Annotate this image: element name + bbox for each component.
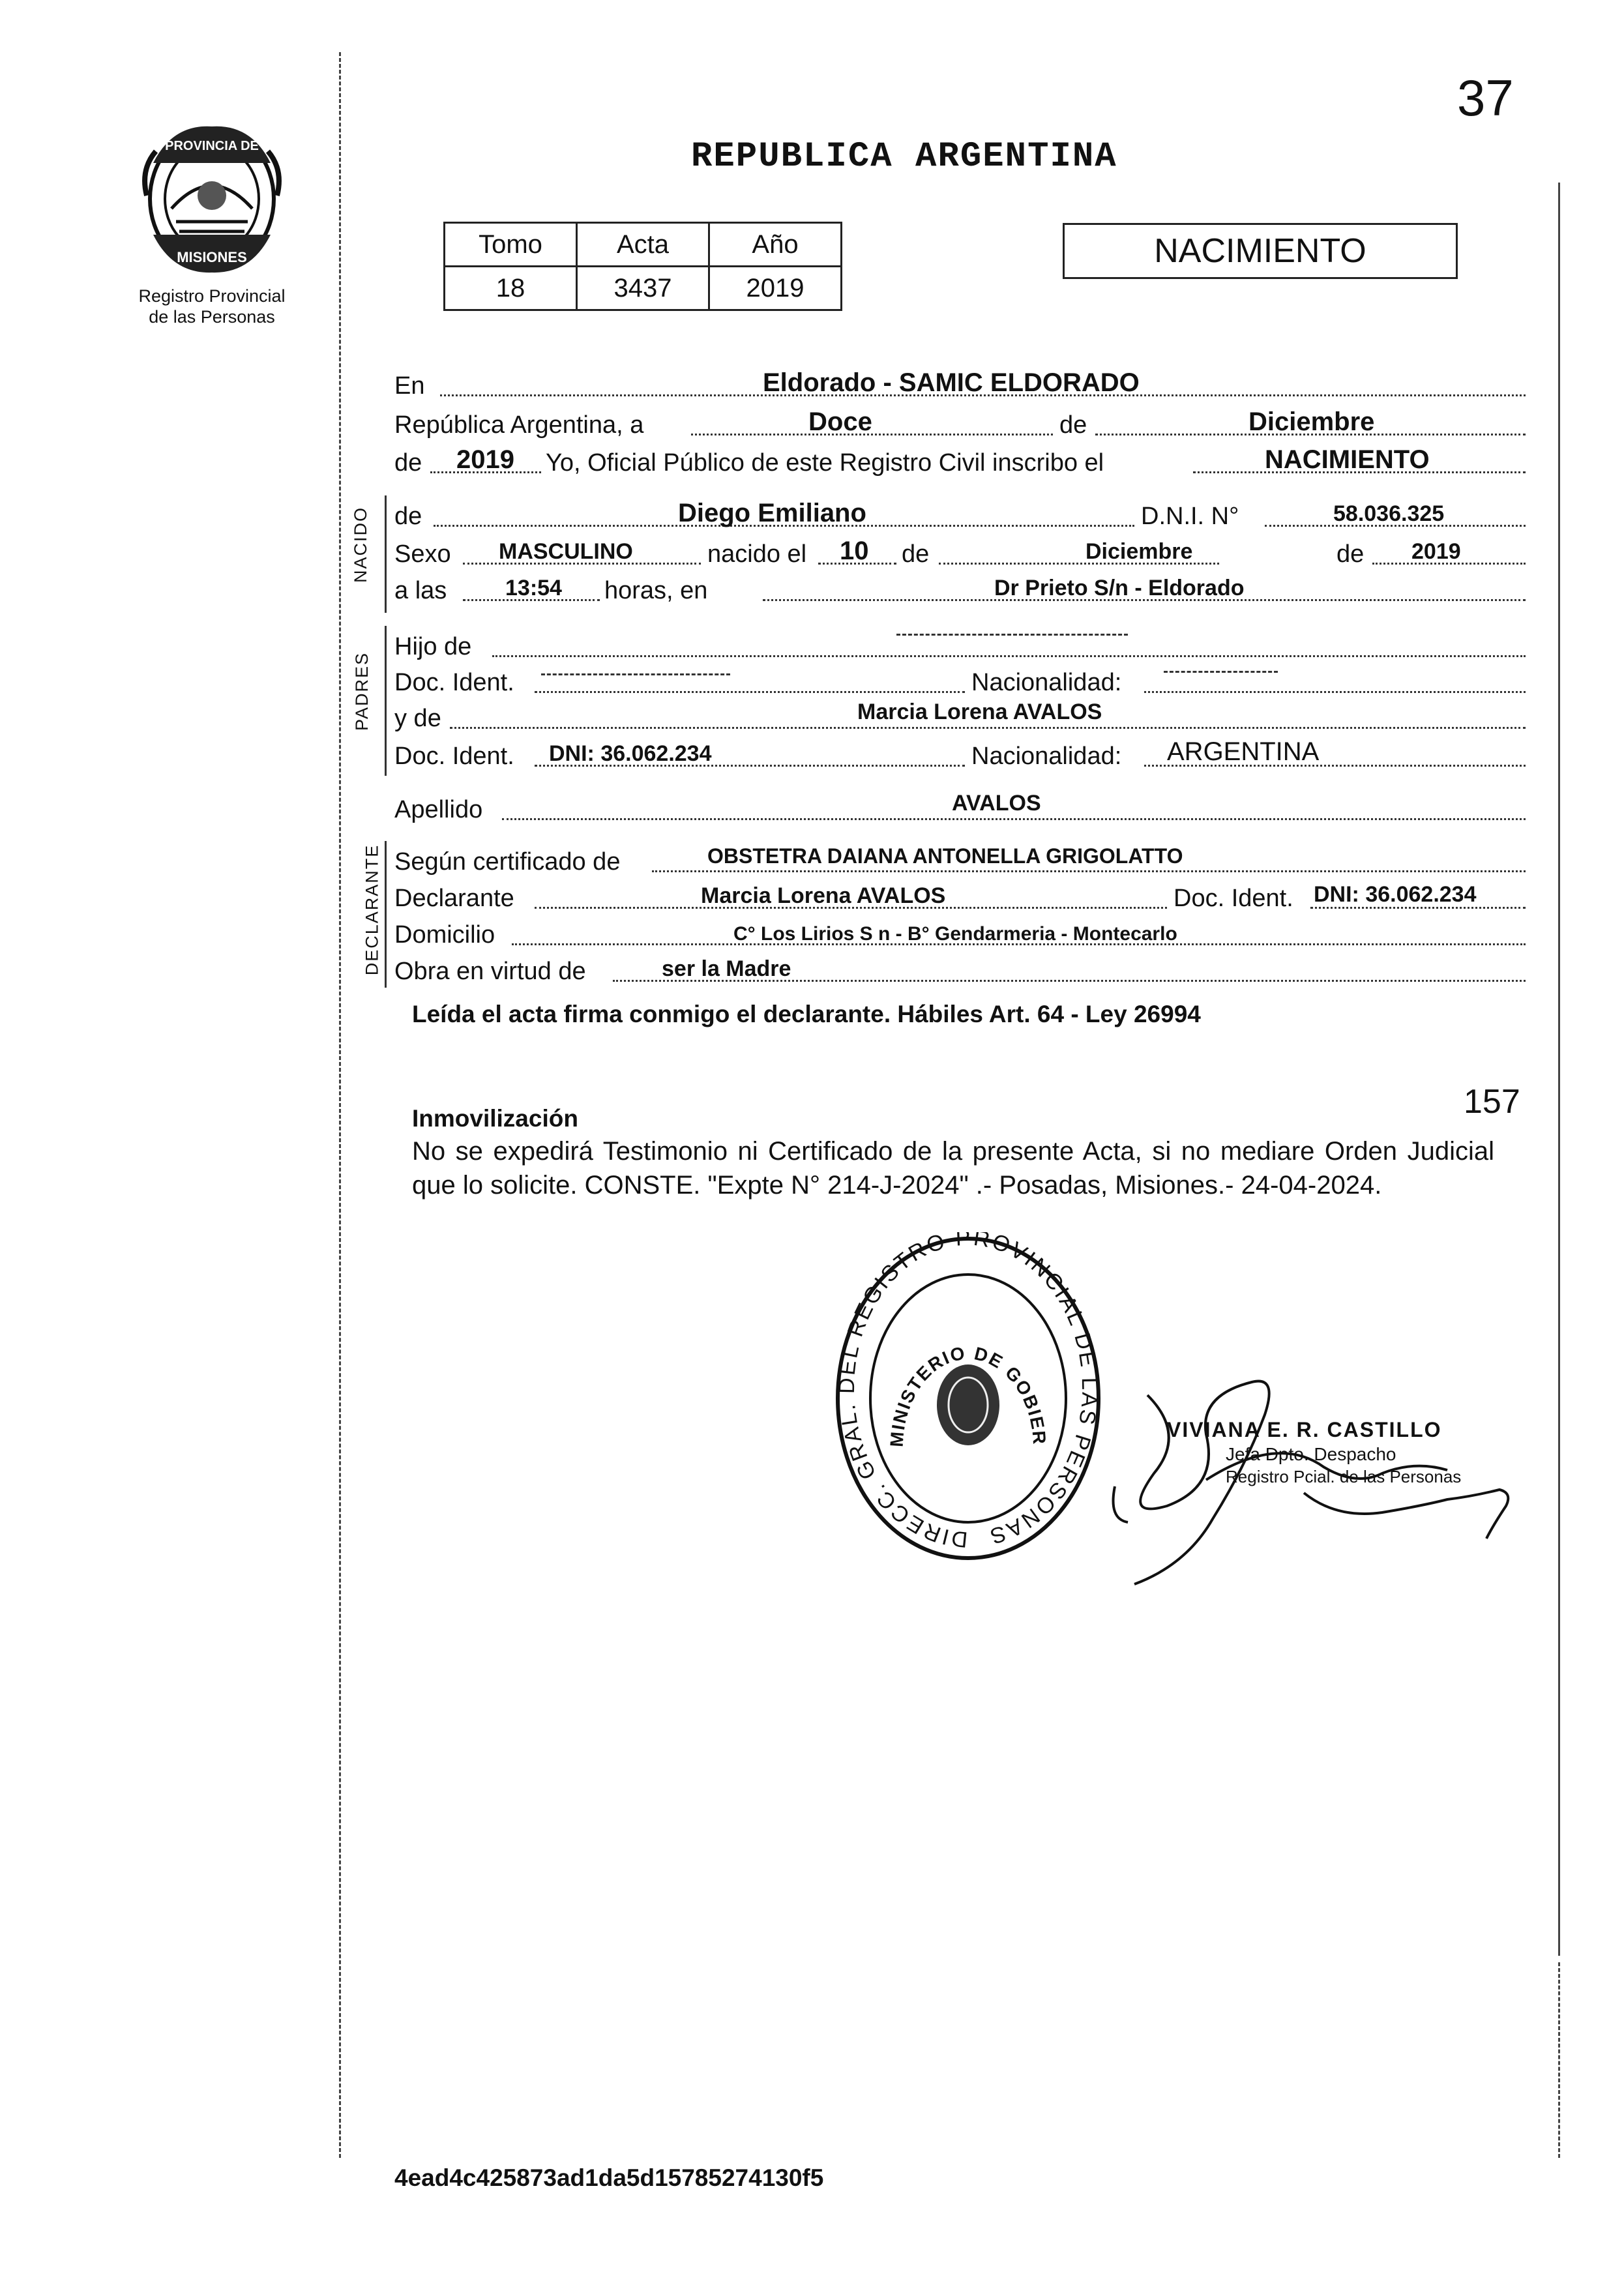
row-en <box>394 365 1526 402</box>
label-hijo-de: Hijo de <box>394 633 472 660</box>
header-tomo: Tomo <box>445 223 577 267</box>
value-apellido: AVALOS <box>952 791 1041 816</box>
father-crossed-line <box>896 634 1128 636</box>
row-domicilio <box>394 914 1526 951</box>
label-apellido: Apellido <box>394 796 483 823</box>
closing-statement: Leída el acta firma conmigo el declarante. Hábiles Art. 64 - Ley 26994 <box>412 1001 1201 1027</box>
record-table-value-row <box>445 267 842 310</box>
label-a-las: a las <box>394 577 447 604</box>
page-number: 37 <box>1457 69 1514 126</box>
value-inscribo: NACIMIENTO <box>1265 445 1430 474</box>
label-doc-ident-mother: Doc. Ident. <box>394 743 514 770</box>
label-en: En <box>394 372 425 400</box>
label-yo-oficial: Yo, Oficial Público de este Registro Civil inscribo el <box>546 449 1104 477</box>
leader-mother <box>450 726 1526 729</box>
value-birth-place: Dr Prieto S/n - Eldorado <box>994 576 1245 600</box>
header-acta: Acta <box>577 223 709 267</box>
value-birth-day: 10 <box>840 537 869 565</box>
row-hora <box>394 570 1526 606</box>
logo-caption-line-2: de las Personas <box>149 307 275 327</box>
right-margin-line-lower <box>1558 1962 1560 2158</box>
record-type-box: NACIMIENTO <box>1063 223 1458 279</box>
logo-text-bottom: MISIONES <box>177 249 247 265</box>
value-dni: 58.036.325 <box>1333 501 1445 526</box>
logo-caption-line-1: Registro Provincial <box>138 286 286 306</box>
value-day: Doce <box>808 407 872 436</box>
label-de-year: de <box>394 449 422 477</box>
section-line-nacido <box>385 495 387 613</box>
label-de-month: de <box>1059 411 1087 439</box>
label-y-de: y de <box>394 705 441 732</box>
row-father-doc <box>394 662 1526 698</box>
row-hijo-de <box>394 626 1526 662</box>
leader-father-nat <box>1144 690 1526 693</box>
leader-segun <box>652 870 1526 872</box>
inmovilizacion-text: No se expedirá Testimonio ni Certificado de la presente Acta, si no mediare Orden Judicial que lo solicite. CONSTE. "Expte N° 214-J-2024" .- Posadas, Misiones.- 24-04-2024. <box>412 1137 1494 1200</box>
label-de-name: de <box>394 503 422 530</box>
left-margin-line <box>339 52 341 2158</box>
side-label-padres: PADRES <box>352 651 372 731</box>
row-name <box>394 495 1526 532</box>
document-hash: 4ead4c425873ad1da5d15785274130f5 <box>394 2164 824 2191</box>
label-dni: D.N.I. N° <box>1141 503 1239 530</box>
value-acta: 3437 <box>577 267 709 310</box>
father-nat-crossed-line <box>1164 671 1278 673</box>
label-domicilio: Domicilio <box>394 921 495 949</box>
value-birth-month: Diciembre <box>1085 539 1193 564</box>
stamp-ring-text: DIRECC. GRAL. DEL REGISTRO PROVINCIAL DE LAS PERSONAS <box>834 1232 1102 1552</box>
value-anio: 2019 <box>709 267 842 310</box>
row-obra <box>394 951 1526 987</box>
leader-father <box>492 655 1526 657</box>
logo-caption <box>124 286 300 327</box>
value-year: 2019 <box>456 445 514 474</box>
signer-name: VIVIANA E. R. CASTILLO <box>1167 1418 1442 1441</box>
label-declarante: Declarante <box>394 885 514 912</box>
father-doc-crossed-line <box>541 673 730 675</box>
label-doc-ident-declarante: Doc. Ident. <box>1174 885 1293 912</box>
label-obra: Obra en virtud de <box>394 958 586 985</box>
row-declarante <box>394 877 1526 914</box>
value-mother-name: Marcia Lorena AVALOS <box>857 700 1102 724</box>
label-de-birth-year: de <box>1336 540 1365 568</box>
label-segun: Según certificado de <box>394 848 621 876</box>
value-domicilio: C° Los Lirios S n - B° Gendarmeria - Montecarlo <box>733 923 1177 945</box>
value-declarante-doc: DNI: 36.062.234 <box>1314 882 1477 907</box>
right-margin-line <box>1558 183 1560 1956</box>
logo-text-top: PROVINCIA DE <box>165 139 259 153</box>
section-line-padres <box>385 626 387 776</box>
value-mother-doc: DNI: 36.062.234 <box>549 741 712 766</box>
value-sexo: MASCULINO <box>499 539 633 564</box>
header-anio: Año <box>709 223 842 267</box>
stamp-inner-text: MINISTERIO DE GOBIER <box>886 1342 1050 1448</box>
label-de-birth-month: de <box>902 540 930 568</box>
label-republica: República Argentina, a <box>394 411 644 439</box>
value-place-registry: Eldorado - SAMIC ELDORADO <box>763 368 1140 397</box>
province-logo <box>134 117 290 280</box>
label-nacionalidad-mother: Nacionalidad: <box>971 743 1122 770</box>
row-sexo <box>394 533 1526 570</box>
label-doc-ident-father: Doc. Ident. <box>394 669 514 696</box>
leader-apellido <box>502 818 1526 820</box>
signer-role-1: Jefa Dpto. Despacho <box>1226 1444 1396 1464</box>
official-stamp <box>831 1232 1105 1565</box>
country-title: REPUBLICA ARGENTINA <box>691 137 1117 177</box>
record-table <box>443 222 842 311</box>
row-mother-doc <box>394 735 1526 772</box>
row-inscribo <box>394 442 1526 479</box>
row-date <box>394 404 1526 441</box>
section-line-declarante <box>385 841 387 988</box>
record-table-header-row <box>445 223 842 267</box>
label-sexo: Sexo <box>394 540 451 568</box>
side-label-declarante: DECLARANTE <box>362 844 382 976</box>
value-birth-year: 2019 <box>1411 539 1461 564</box>
value-declarante: Marcia Lorena AVALOS <box>701 883 946 908</box>
row-apellido <box>394 789 1526 825</box>
value-hora: 13:54 <box>505 576 562 600</box>
row-segun <box>394 841 1526 877</box>
value-tomo: 18 <box>445 267 577 310</box>
value-month: Diciembre <box>1248 407 1375 436</box>
row-mother <box>394 698 1526 734</box>
leader-father-doc <box>535 690 965 693</box>
value-obra: ser la Madre <box>662 956 791 981</box>
label-nacionalidad-father: Nacionalidad: <box>971 669 1122 696</box>
inmovilizacion-title: Inmovilización <box>412 1105 578 1132</box>
value-mother-nat: ARGENTINA <box>1167 737 1320 766</box>
label-horas-en: horas, en <box>604 577 708 604</box>
value-segun: OBSTETRA DAIANA ANTONELLA GRIGOLATTO <box>707 844 1183 868</box>
signer-role-2: Registro Pcial. de las Personas <box>1226 1467 1462 1486</box>
page-reference: 157 <box>1464 1083 1520 1121</box>
label-nacido-el: nacido el <box>707 540 807 568</box>
value-child-name: Diego Emiliano <box>678 499 866 527</box>
side-label-nacido: NACIDO <box>351 506 371 583</box>
